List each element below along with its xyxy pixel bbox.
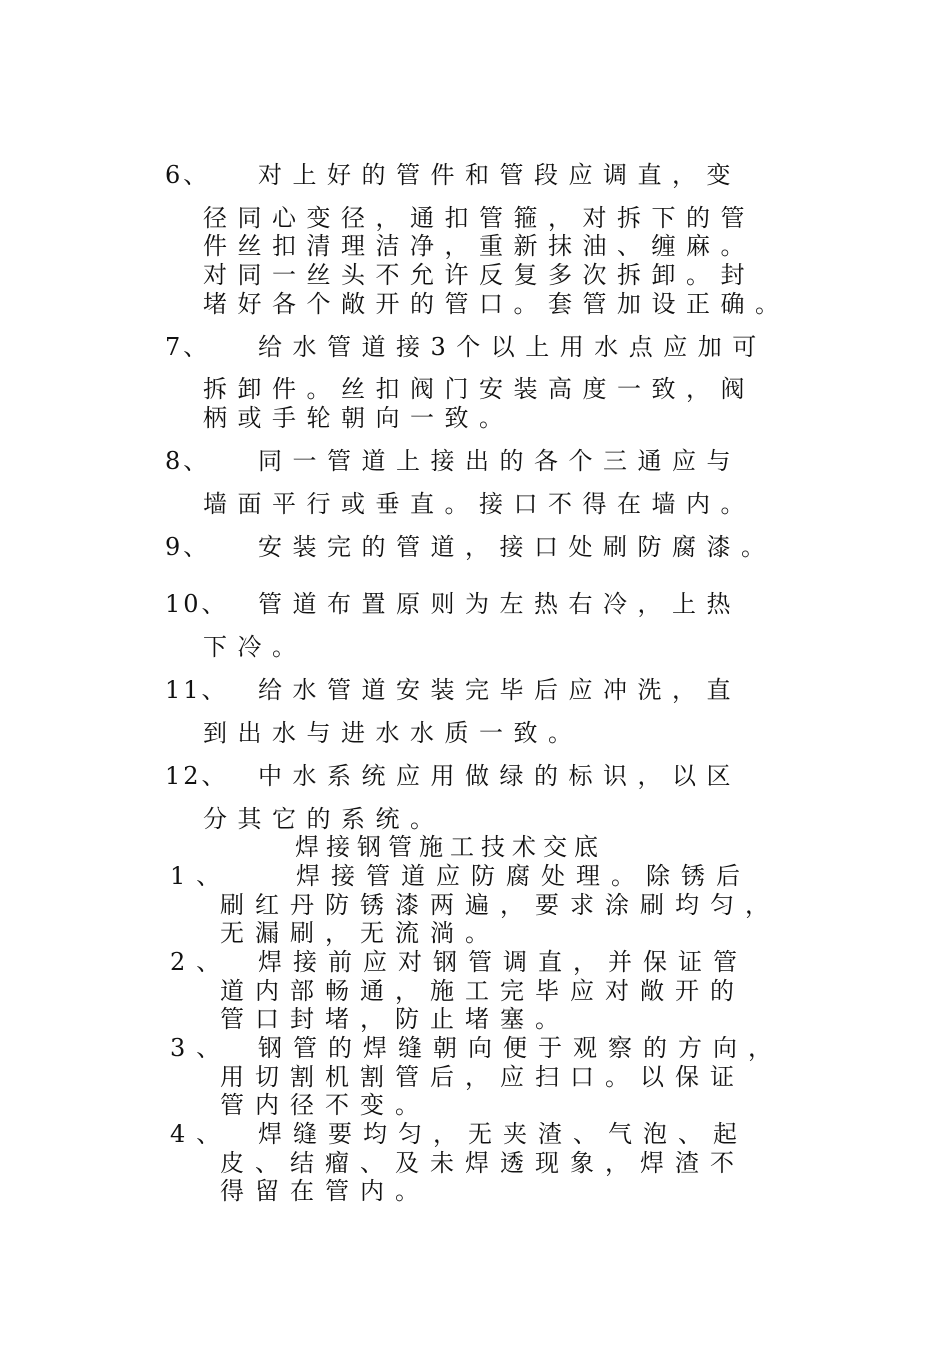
section-title: 焊接钢管施工技术交底 [295, 833, 605, 861]
item-text-line: 分其它的系统。 [203, 805, 445, 833]
item-text-line: 拆卸件。丝扣阀门安装高度一致，阀 [203, 375, 755, 403]
item-number: 8、 [165, 447, 211, 475]
item-number: 3、 [170, 1034, 232, 1062]
item-text-line: 安装完的管道，接口处刷防腐漆。 [258, 533, 776, 561]
item-text-line: 管内径不变。 [220, 1091, 430, 1119]
item-text-line: 到出水与进水水质一致。 [203, 719, 583, 747]
item-text-line: 给水管道接3个以上用水点应加可 [258, 333, 767, 361]
item-number: 10、 [165, 590, 229, 618]
item-text-line: 堵好各个敞开的管口。套管加设正确。 [203, 290, 790, 318]
item-number: 12、 [165, 762, 229, 790]
item-text-line: 墙面平行或垂直。接口不得在墙内。 [203, 490, 755, 518]
item-text-line: 无漏刷，无流淌。 [220, 919, 500, 947]
item-text-line: 焊接管道应防腐处理。除锈后 [296, 862, 751, 890]
item-text-line: 柄或手轮朝向一致。 [203, 404, 514, 432]
item-text-line: 道内部畅通，施工完毕应对敞开的 [220, 977, 745, 1005]
item-text-line: 给水管道安装完毕后应冲洗，直 [258, 676, 741, 704]
item-text-line: 件丝扣清理洁净，重新抹油、缠麻。 [203, 232, 755, 260]
item-text-line: 皮、结瘤、及未焊透现象，焊渣不 [220, 1149, 745, 1177]
item-number: 6、 [165, 161, 211, 189]
item-text-line: 径同心变径，通扣管箍，对拆下的管 [203, 204, 755, 232]
item-text-line: 对上好的管件和管段应调直，变 [258, 161, 741, 189]
item-text-line: 同一管道上接出的各个三通应与 [258, 447, 741, 475]
item-text-line: 焊缝要均匀，无夹渣、气泡、起 [258, 1120, 748, 1148]
item-number: 2、 [170, 948, 232, 976]
item-text-line: 得留在管内。 [220, 1177, 430, 1205]
item-number: 11、 [165, 676, 229, 704]
item-text-line: 中水系统应用做绿的标识，以区 [258, 762, 741, 790]
item-text-line: 刷红丹防锈漆两遍，要求涂刷均匀， [220, 891, 780, 919]
item-text-line: 管道布置原则为左热右冷，上热 [258, 590, 741, 618]
item-number: 4、 [170, 1120, 232, 1148]
item-text-line: 管口封堵，防止堵塞。 [220, 1005, 570, 1033]
item-number: 1、 [170, 862, 232, 890]
item-number: 9、 [165, 533, 211, 561]
item-text-line: 下冷。 [203, 633, 307, 661]
item-number: 7、 [165, 333, 211, 361]
item-text-line: 焊接前应对钢管调直，并保证管 [258, 948, 748, 976]
item-text-line: 对同一丝头不允许反复多次拆卸。封 [203, 261, 755, 289]
item-text-line: 用切割机割管后，应扫口。以保证 [220, 1063, 745, 1091]
item-text-line: 钢管的焊缝朝向便于观察的方向， [258, 1034, 783, 1062]
